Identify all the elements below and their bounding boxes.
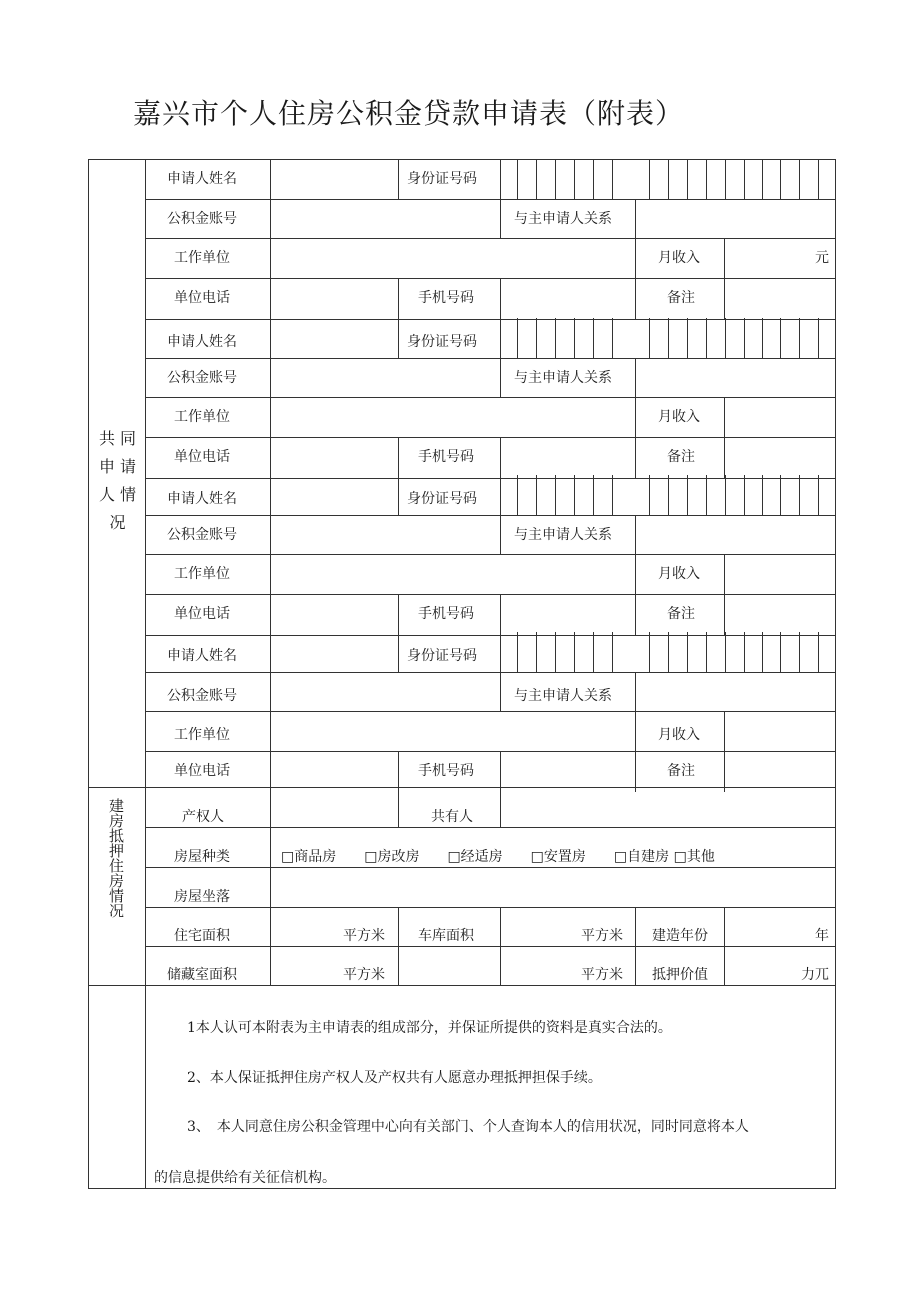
table-rule — [724, 397, 725, 437]
table-rule — [780, 159, 781, 199]
table-rule — [635, 515, 636, 554]
table-rule — [145, 478, 836, 479]
house-type-options: □商品房 □房改房 □经适房 □安置房 □自建房 □其他 — [281, 849, 715, 865]
table-rule — [635, 594, 636, 635]
table-rule — [270, 711, 271, 751]
table-rule — [668, 475, 669, 515]
table-rule — [724, 907, 725, 985]
table-rule — [706, 632, 707, 672]
table-rule — [687, 159, 688, 199]
property-section-label: 建房抵押住房情况 — [107, 798, 125, 918]
table-rule — [780, 632, 781, 672]
table-rule — [270, 632, 271, 672]
table-rule — [612, 632, 613, 672]
employer-label: 工作单位 — [174, 727, 230, 743]
table-rule — [635, 751, 636, 792]
table-rule — [145, 907, 836, 908]
mobile-label: 手机号码 — [418, 763, 474, 779]
table-rule — [744, 159, 745, 199]
table-rule — [725, 632, 726, 672]
location-label: 房屋坐落 — [174, 889, 230, 905]
table-rule — [270, 397, 271, 437]
relation-label: 与主申请人关系 — [514, 370, 612, 386]
table-rule — [145, 672, 836, 673]
table-rule — [799, 475, 800, 515]
table-rule — [536, 632, 537, 672]
yuan-unit-label: 元 — [815, 250, 829, 266]
applicant-name-label: 申请人姓名 — [167, 334, 237, 350]
table-rule — [724, 437, 725, 478]
table-rule — [500, 787, 501, 827]
table-rule — [555, 318, 556, 358]
table-rule — [724, 238, 725, 278]
table-rule — [145, 199, 836, 200]
co-owner-label: 共有人 — [431, 809, 473, 825]
table-rule — [270, 751, 271, 792]
applicant-name-label: 申请人姓名 — [167, 171, 237, 187]
remark-label: 备注 — [667, 449, 695, 465]
table-rule — [145, 358, 836, 359]
table-rule — [762, 159, 763, 199]
table-rule — [799, 318, 800, 358]
id-number-label: 身份证号码 — [407, 171, 477, 187]
table-rule — [145, 827, 836, 828]
table-rule — [635, 437, 636, 478]
table-rule — [724, 594, 725, 635]
table-rule — [500, 475, 501, 515]
table-rule — [555, 632, 556, 672]
declaration-line-2: 2、本人保证抵押住房产权人及产权共有人愿意办理抵押担保手续。 — [187, 1070, 602, 1086]
table-rule — [145, 437, 836, 438]
table-rule — [724, 711, 725, 751]
table-rule — [398, 632, 399, 672]
table-rule — [687, 632, 688, 672]
table-rule — [780, 475, 781, 515]
fund-account-label: 公积金账号 — [167, 211, 237, 227]
table-rule — [145, 159, 146, 1189]
id-number-label: 身份证号码 — [407, 648, 477, 664]
remark-label: 备注 — [667, 763, 695, 779]
table-rule — [398, 594, 399, 635]
table-rule — [500, 672, 501, 711]
table-rule — [724, 751, 725, 792]
table-rule — [635, 358, 636, 397]
table-rule — [706, 159, 707, 199]
table-rule — [635, 907, 636, 985]
table-rule — [145, 554, 836, 555]
table-rule — [649, 632, 650, 672]
declaration-line-4: 的信息提供给有关征信机构。 — [154, 1170, 336, 1186]
table-rule — [725, 475, 726, 515]
house-type-label: 房屋种类 — [174, 849, 230, 865]
table-rule — [706, 475, 707, 515]
storage-second-unit: 平方米 — [581, 967, 623, 983]
work-phone-label: 单位电话 — [174, 606, 230, 622]
fund-account-label: 公积金账号 — [167, 688, 237, 704]
table-rule — [744, 475, 745, 515]
table-rule — [398, 907, 399, 985]
table-rule — [649, 475, 650, 515]
table-rule — [145, 238, 836, 239]
applicant-name-label: 申请人姓名 — [167, 648, 237, 664]
table-rule — [517, 632, 518, 672]
table-rule — [635, 238, 636, 278]
storage-area-unit: 平方米 — [343, 967, 385, 983]
table-rule — [635, 278, 636, 319]
table-rule — [517, 475, 518, 515]
employer-label: 工作单位 — [174, 409, 230, 425]
build-year-label: 建造年份 — [652, 928, 708, 944]
table-rule — [145, 751, 836, 752]
relation-label: 与主申请人关系 — [514, 527, 612, 543]
table-rule — [517, 318, 518, 358]
table-rule — [500, 437, 501, 478]
table-rule — [398, 318, 399, 358]
table-rule — [500, 594, 501, 635]
section-label-line: 况 — [109, 513, 126, 532]
table-rule — [649, 318, 650, 358]
table-rule — [270, 318, 271, 358]
table-rule — [612, 159, 613, 199]
table-rule — [517, 159, 518, 199]
table-rule — [818, 318, 819, 358]
table-rule — [724, 554, 725, 594]
fund-account-label: 公积金账号 — [167, 370, 237, 386]
storage-area-label: 储藏室面积 — [167, 967, 237, 983]
table-rule — [145, 867, 836, 868]
table-rule — [398, 475, 399, 515]
table-rule — [574, 475, 575, 515]
garage-area-label: 车库面积 — [418, 928, 474, 944]
table-rule — [500, 159, 501, 199]
table-rule — [762, 632, 763, 672]
residence-area-unit: 平方米 — [343, 928, 385, 944]
table-rule — [780, 318, 781, 358]
table-rule — [398, 278, 399, 319]
remark-label: 备注 — [667, 290, 695, 306]
monthly-income-label: 月收入 — [658, 566, 700, 582]
table-rule — [398, 751, 399, 792]
employer-label: 工作单位 — [174, 566, 230, 582]
table-rule — [725, 318, 726, 358]
table-rule — [270, 358, 271, 397]
table-rule — [398, 437, 399, 478]
mobile-label: 手机号码 — [418, 449, 474, 465]
table-rule — [555, 159, 556, 199]
table-rule — [635, 672, 636, 711]
table-rule — [725, 159, 726, 199]
value-unit: 力兀 — [801, 967, 829, 983]
table-rule — [593, 475, 594, 515]
table-rule — [762, 475, 763, 515]
table-rule — [500, 632, 501, 672]
relation-label: 与主申请人关系 — [514, 688, 612, 704]
co-applicants-section-label — [90, 425, 145, 537]
table-rule — [500, 907, 501, 985]
table-rule — [612, 318, 613, 358]
table-rule — [635, 711, 636, 751]
table-rule — [668, 159, 669, 199]
table-rule — [270, 515, 271, 554]
table-rule — [145, 278, 836, 279]
table-rule — [574, 159, 575, 199]
id-number-label: 身份证号码 — [407, 334, 477, 350]
table-rule — [762, 318, 763, 358]
table-rule — [88, 985, 836, 986]
table-rule — [398, 787, 399, 827]
table-rule — [270, 672, 271, 711]
monthly-income-label: 月收入 — [658, 409, 700, 425]
table-rule — [635, 554, 636, 594]
table-rule — [668, 318, 669, 358]
table-rule — [145, 635, 836, 636]
table-rule — [270, 238, 271, 278]
garage-area-unit: 平方米 — [581, 928, 623, 944]
mobile-label: 手机号码 — [418, 290, 474, 306]
work-phone-label: 单位电话 — [174, 449, 230, 465]
table-rule — [270, 787, 271, 985]
applicant-name-label: 申请人姓名 — [167, 491, 237, 507]
table-rule — [799, 159, 800, 199]
owner-label: 产权人 — [182, 809, 224, 825]
table-rule — [593, 632, 594, 672]
mortgage-value-label: 抵押价值 — [652, 967, 708, 983]
table-rule — [818, 159, 819, 199]
table-rule — [536, 475, 537, 515]
monthly-income-label: 月收入 — [658, 250, 700, 266]
year-unit: 年 — [815, 928, 829, 944]
residence-area-label: 住宅面积 — [174, 928, 230, 944]
table-rule — [500, 318, 501, 358]
table-rule — [635, 199, 636, 238]
table-rule — [555, 475, 556, 515]
table-rule — [818, 475, 819, 515]
table-rule — [612, 475, 613, 515]
table-rule — [270, 159, 271, 199]
work-phone-label: 单位电话 — [174, 763, 230, 779]
monthly-income-label: 月收入 — [658, 727, 700, 743]
table-rule — [649, 159, 650, 199]
table-rule — [145, 319, 836, 320]
work-phone-label: 单位电话 — [174, 290, 230, 306]
table-rule — [706, 318, 707, 358]
table-rule — [500, 515, 501, 554]
table-rule — [500, 358, 501, 397]
table-rule — [500, 751, 501, 792]
table-rule — [270, 199, 271, 238]
table-rule — [668, 632, 669, 672]
table-rule — [744, 632, 745, 672]
table-rule — [574, 632, 575, 672]
relation-label: 与主申请人关系 — [514, 211, 612, 227]
table-rule — [270, 554, 271, 594]
table-rule — [270, 594, 271, 635]
table-rule — [398, 159, 399, 199]
table-rule — [635, 397, 636, 437]
declaration-line-3: 3、 本人同意住房公积金管理中心向有关部门、个人查询本人的信用状况，同时同意将本人 — [187, 1119, 749, 1135]
table-rule — [574, 318, 575, 358]
table-rule — [145, 515, 836, 516]
mobile-label: 手机号码 — [418, 606, 474, 622]
employer-label: 工作单位 — [174, 250, 230, 266]
table-rule — [145, 711, 836, 712]
table-rule — [270, 437, 271, 478]
fund-account-label: 公积金账号 — [167, 527, 237, 543]
section-label-line: 人 情 — [98, 485, 137, 504]
table-rule — [145, 946, 836, 947]
table-rule — [270, 475, 271, 515]
id-number-label: 身份证号码 — [407, 491, 477, 507]
table-rule — [799, 632, 800, 672]
table-rule — [593, 159, 594, 199]
table-rule — [687, 318, 688, 358]
table-rule — [145, 397, 836, 398]
table-rule — [145, 594, 836, 595]
table-rule — [500, 199, 501, 238]
section-label-line: 申 请 — [98, 457, 137, 476]
table-rule — [536, 318, 537, 358]
table-rule — [270, 278, 271, 319]
table-rule — [536, 159, 537, 199]
table-rule — [744, 318, 745, 358]
section-label-line: 共 同 — [98, 429, 137, 448]
table-rule — [593, 318, 594, 358]
table-rule — [687, 475, 688, 515]
page-title: 嘉兴市个人住房公积金贷款申请表（附表） — [133, 97, 685, 130]
table-rule — [500, 278, 501, 319]
table-rule — [818, 632, 819, 672]
table-rule — [724, 278, 725, 319]
remark-label: 备注 — [667, 606, 695, 622]
declaration-line-1: 1本人认可本附表为主申请表的组成部分，并保证所提供的资料是真实合法的。 — [187, 1020, 672, 1036]
